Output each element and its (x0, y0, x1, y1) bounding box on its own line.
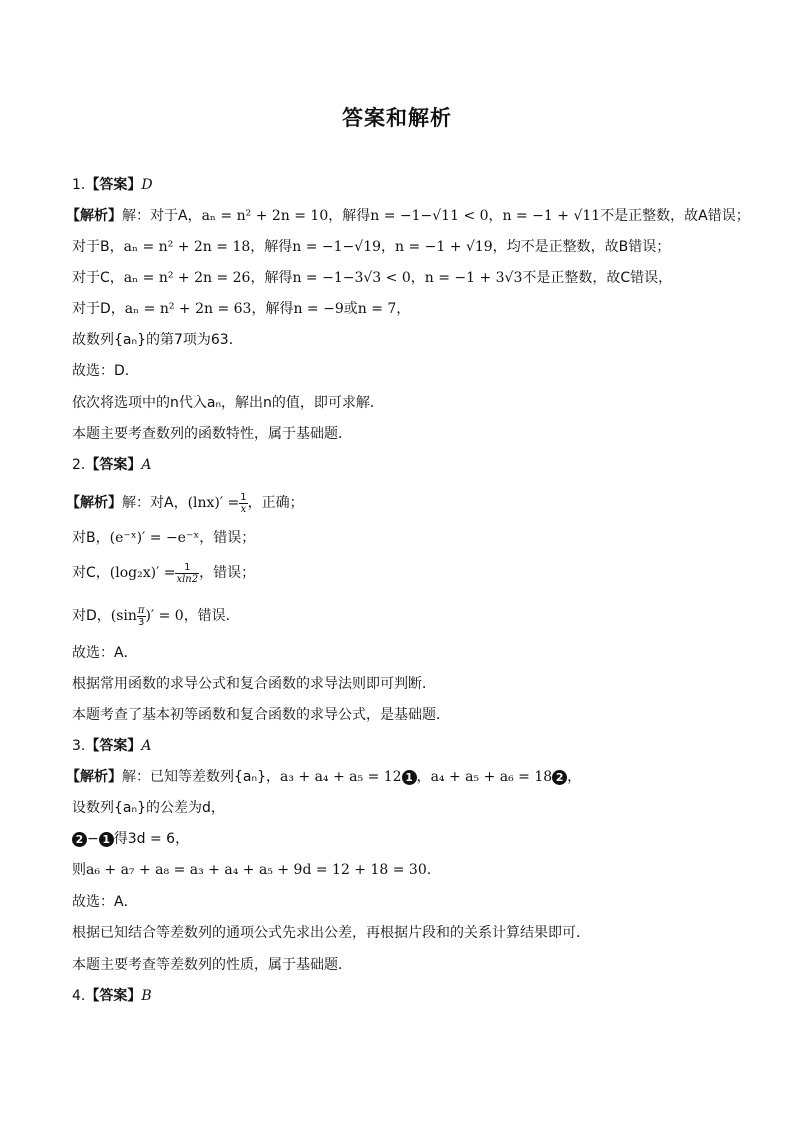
q1-method-line: 依次将选项中的n代入aₙ，解出n的值，即可求解． (72, 395, 384, 411)
q1-choice-line: 故选：D． (72, 363, 139, 379)
q3-analysis-line-4 (72, 860, 732, 880)
q1-l3-text: 对于C， (72, 270, 124, 286)
q2-l1-denominator: x (240, 503, 247, 515)
circled-two-icon: 2 (552, 770, 567, 785)
q2-l4-numerator: π (137, 604, 145, 616)
page-title: 答案和解析 (342, 106, 452, 130)
circled-two-icon: 2 (72, 832, 87, 847)
q3-l3-dash: − (87, 831, 99, 847)
q1-analysis-tag: 【解析】 (66, 208, 122, 224)
q3-analysis-line-1 (66, 767, 726, 787)
q3-l1-sep: ， (416, 769, 431, 785)
q1-analysis-line-5: 故数列{aₙ}的第7项为63． (72, 332, 243, 348)
q2-l1-math: (lnx)′ = (187, 495, 240, 511)
q2-l2-math: (e⁻ˣ)′ = −e⁻ˣ (109, 530, 200, 546)
q3-method-line: 根据已知结合等差数列的通项公式先求出公差，再根据片段和的关系计算结果即可． (72, 925, 590, 941)
q2-choice-line: 故选：A． (72, 645, 138, 661)
q1-l2-tail: 均不是正整数，故B错误； (506, 239, 671, 255)
q3-analysis-line-2: 设数列{aₙ}的公差为d， (72, 800, 225, 816)
q2-l4-tail: ，错误． (183, 608, 240, 624)
q3-choice-line: 故选：A． (72, 894, 138, 910)
q3-answer-value: A (141, 738, 152, 754)
q2-analysis-line-1 (66, 490, 726, 516)
q1-l1-tail: 不是正整数，故A错误； (600, 208, 750, 224)
circled-one-icon: 1 (99, 832, 114, 847)
q1-l1-math: aₙ = n² + 2n = 10，解得n = −1−√11 < 0，n = −1 + √11 (201, 208, 601, 224)
q4-answer-tag: 【答案】 (85, 988, 142, 1004)
q2-l1-fraction (239, 492, 247, 515)
q3-l4-math: a₆ + a₇ + a₈ = a₃ + a₄ + a₅ + 9d = 12 + 18 = 30. (86, 862, 432, 878)
q2-l1-tail: ，正确； (247, 495, 304, 511)
q1-analysis-line-1 (66, 206, 750, 226)
q2-l1-text: 解：对A， (122, 495, 188, 511)
q2-analysis-line-3 (72, 560, 732, 586)
q2-number: 2. (72, 457, 86, 473)
q2-l2-tail: ，错误； (199, 530, 256, 546)
q3-number: 3. (72, 738, 86, 754)
q2-l3-fraction (175, 562, 199, 585)
q3-answer-tag: 【答案】 (85, 738, 142, 754)
q3-answer-header (72, 736, 732, 756)
q2-l3-math: (log₂x)′ = (109, 565, 176, 581)
circled-one-icon: 1 (402, 770, 417, 785)
q2-answer-tag: 【答案】 (85, 457, 142, 473)
q3-analysis-line-3 (72, 829, 732, 849)
q3-l1-math-b: a₄ + a₅ + a₆ = 18 (430, 769, 553, 785)
q2-l3-numerator: 1 (175, 562, 199, 574)
q1-answer-tag: 【答案】 (85, 177, 142, 193)
q1-l4-math: aₙ = n² + 2n = 63，解得n = −9或n = 7， (124, 301, 411, 317)
q3-summary-line: 本题主要考查等差数列的性质，属于基础题． (72, 957, 352, 973)
q2-l3-tail: ，错误； (199, 565, 256, 581)
q4-answer-header (72, 986, 732, 1006)
q1-answer-value: D (141, 177, 153, 193)
q3-l1-text: 解：已知等差数列{aₙ}， (122, 769, 280, 785)
q2-l3-text: 对C， (72, 565, 110, 581)
q1-l1-text: 解：对于A， (122, 208, 202, 224)
q3-l4-text: 则 (72, 862, 86, 878)
q1-l4-text: 对于D， (72, 301, 125, 317)
q2-l4-text: 对D， (72, 608, 111, 624)
q2-method-line: 根据常用函数的求导公式和复合函数的求导法则即可判断． (72, 676, 436, 692)
q1-l2-text: 对于B， (72, 239, 124, 255)
q1-analysis-line-3 (72, 268, 732, 288)
q2-analysis-line-2 (72, 528, 732, 548)
q1-l2-math: aₙ = n² + 2n = 18，解得n = −1−√19，n = −1 + √19， (123, 239, 507, 255)
q2-answer-header (72, 455, 732, 475)
q2-l4-fraction (137, 605, 146, 628)
q2-answer-value: A (141, 457, 152, 473)
q4-number: 4. (72, 988, 86, 1004)
q2-analysis-tag: 【解析】 (66, 495, 122, 511)
q1-summary-line: 本题主要考查数列的函数特性，属于基础题． (72, 426, 352, 442)
q3-l3-text: 得3d = 6， (113, 831, 190, 847)
q2-l4-denominator: 3 (138, 616, 145, 628)
q2-l4-math-a: (sin (110, 608, 137, 624)
q2-analysis-line-4 (72, 603, 732, 629)
q1-l3-math: aₙ = n² + 2n = 26，解得n = −1−3√3 < 0，n = −1 + 3√3 (123, 270, 523, 286)
q1-l3-tail: 不是正整数，故C错误， (522, 270, 673, 286)
q2-l4-math-b: )′ = 0 (145, 608, 184, 624)
q2-l3-denominator: xln2 (176, 573, 199, 585)
q2-l2-text: 对B， (72, 530, 110, 546)
q1-answer-header (72, 175, 732, 195)
q2-summary-line: 本题考查了基本初等函数和复合函数的求导公式，是基础题． (72, 707, 450, 723)
q3-l1-tail: ， (567, 769, 582, 785)
q1-analysis-line-4 (72, 299, 732, 319)
q2-l1-numerator: 1 (240, 491, 247, 503)
q4-answer-value: B (141, 988, 152, 1004)
q1-number: 1. (72, 177, 86, 193)
q1-analysis-line-2 (72, 237, 732, 257)
q3-l1-math-a: a₃ + a₄ + a₅ = 12 (279, 769, 402, 785)
q3-analysis-tag: 【解析】 (66, 769, 122, 785)
